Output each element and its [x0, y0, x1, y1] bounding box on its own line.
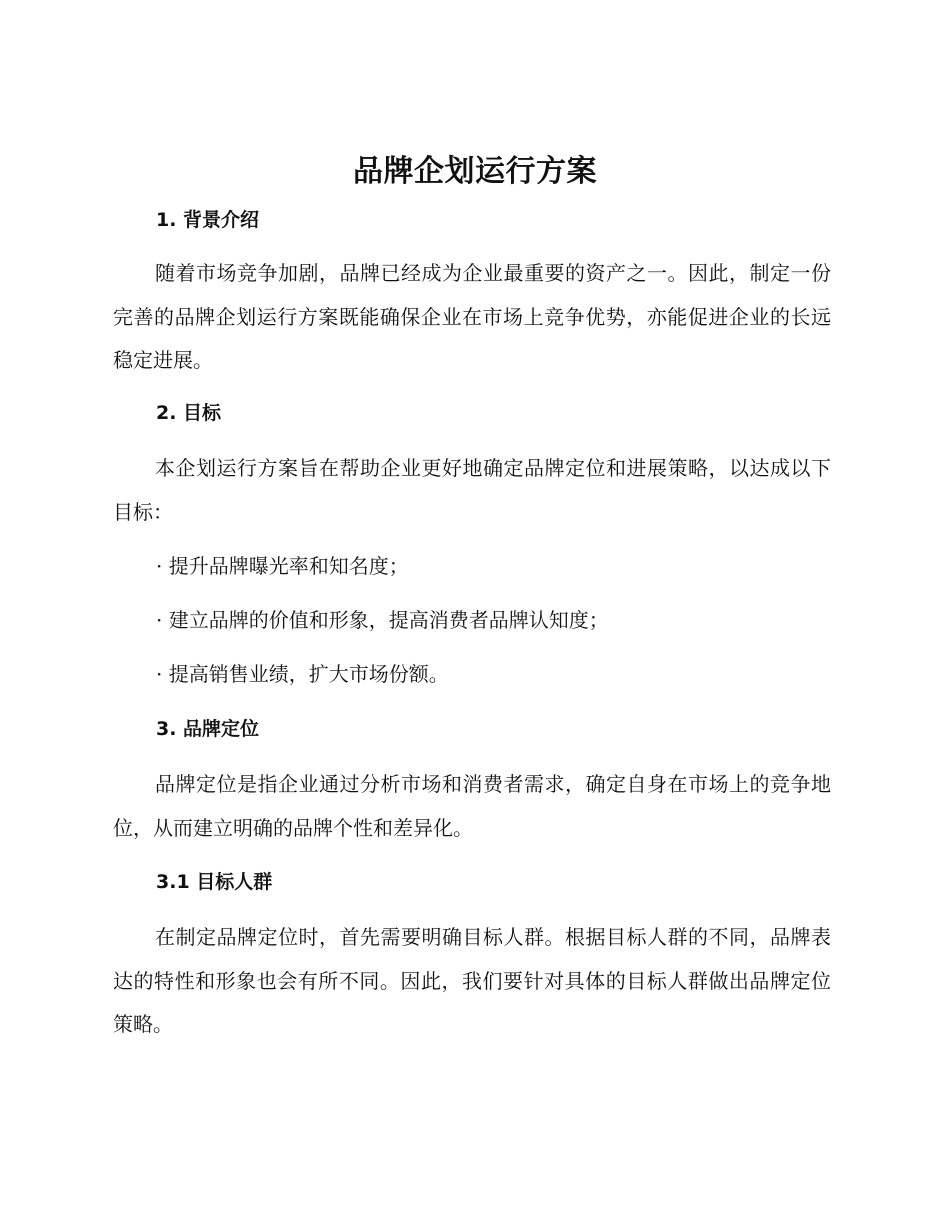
paragraph-target-audience: 在制定品牌定位时，首先需要明确目标人群。根据目标人群的不同，品牌表达的特性和形象也会有所不同。因此，我们要针对具体的目标人群做出品牌定位策略。 [113, 925, 831, 1036]
document-title: 品牌企划运行方案 [353, 154, 597, 189]
section-heading-brand-positioning: 3. 品牌定位 [156, 718, 260, 740]
section-heading-background: 1. 背景介绍 [156, 209, 260, 231]
paragraph-background: 随着市场竞争加剧，品牌已经成为企业最重要的资产之一。因此，制定一份完善的品牌企划运行方案既能确保企业在市场上竞争优势，亦能促进企业的长远稳定进展。 [113, 261, 831, 372]
paragraph-goals: 本企划运行方案旨在帮助企业更好地确定品牌定位和进展策略，以达成以下目标： [113, 456, 831, 524]
goal-list-item: · 建立品牌的价值和形象，提高消费者品牌认知度； [156, 608, 609, 632]
paragraph-brand-positioning: 品牌定位是指企业通过分析市场和消费者需求，确定自身在市场上的竞争地位，从而建立明确的品牌个性和差异化。 [113, 772, 831, 840]
goal-list-item: · 提升品牌曝光率和知名度； [156, 554, 409, 578]
section-heading-target-audience: 3.1 目标人群 [156, 871, 273, 893]
goal-list-item: · 提高销售业绩，扩大市场份额。 [156, 662, 449, 686]
section-heading-goals: 2. 目标 [156, 402, 222, 424]
